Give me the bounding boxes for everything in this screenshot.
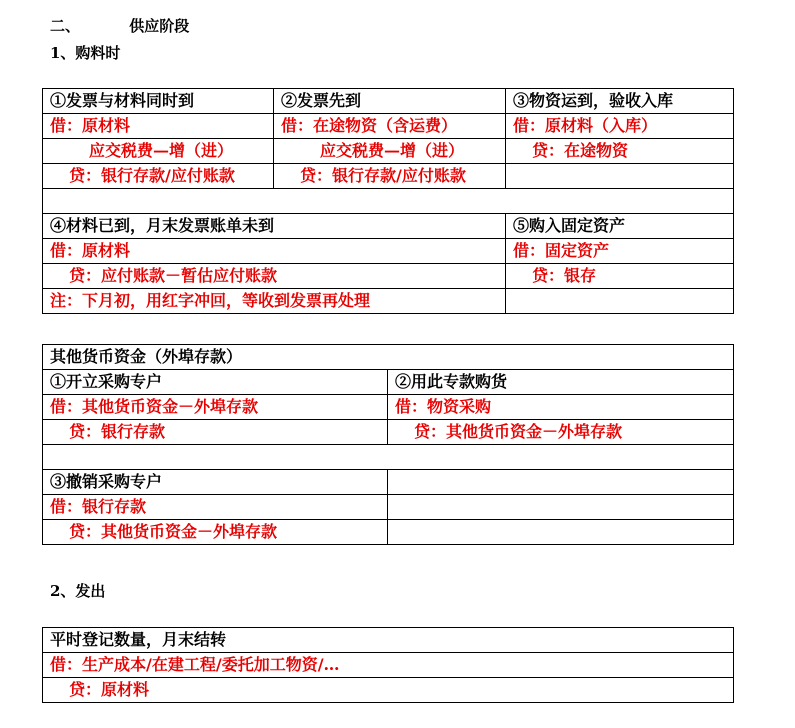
table-cell: ③物资运到，验收入库 [506,89,734,114]
table-cell [388,520,734,545]
table-cell: ②发票先到 [274,89,506,114]
table-row [43,345,734,370]
subsection-heading-issue: 2、发出 [50,582,106,600]
table-row [43,445,734,470]
table-cell: 注：下月初，用红字冲回，等收到发票再处理 [43,289,506,314]
table-cell: ④材料已到，月末发票账单未到 [43,214,506,239]
table-cell: 贷：银行存款/应付账款 [274,164,506,189]
table-cell: 贷：原材料 [43,678,734,703]
table-row [43,470,734,495]
table-row [43,139,734,164]
table-cell: 借：银行存款 [43,495,388,520]
table-row [43,678,734,703]
table-row [43,653,734,678]
table-row [43,628,734,653]
table-cell: ①开立采购专户 [43,370,388,395]
table-cell: 借：原材料 [43,114,274,139]
table-row [43,520,734,545]
table-cell: 应交税费—增（进） [274,139,506,164]
table-row [43,189,734,214]
table-row [43,89,734,114]
issue-entries-table [42,627,734,703]
table-cell: ⑤购入固定资产 [506,214,734,239]
table-cell: 借：生产成本/在建工程/委托加工物资/… [43,653,734,678]
table-cell: 贷：在途物资 [506,139,734,164]
subsection-heading-purchase: 1、购料时 [50,44,121,62]
table-cell: ③撤销采购专户 [43,470,388,495]
table-cell: 贷：其他货币资金－外埠存款 [43,520,388,545]
table-cell: ①发票与材料同时到 [43,89,274,114]
table-cell: 贷：应付账款－暂估应付账款 [43,264,506,289]
other-monetary-funds-table [42,344,734,545]
table-cell: 贷：银存 [506,264,734,289]
table-row [43,495,734,520]
table-cell: 贷：其他货币资金－外埠存款 [388,420,734,445]
table-row [43,214,734,239]
table-cell: 借：原材料 [43,239,506,264]
table-row [43,114,734,139]
table-row [43,370,734,395]
table-row [43,264,734,289]
table-cell: ②用此专款购货 [388,370,734,395]
table-cell: 贷：银行存款/应付账款 [43,164,274,189]
table-cell: 应交税费—增（进） [43,139,274,164]
purchase-entries-table [42,88,734,314]
table-row [43,395,734,420]
table-cell: 借：物资采购 [388,395,734,420]
table-cell: 借：固定资产 [506,239,734,264]
table-row [43,289,734,314]
table-cell-empty [43,189,734,214]
section-number: 二、 [50,17,81,35]
table-title: 平时登记数量，月末结转 [43,628,734,653]
table-title: 其他货币资金（外埠存款） [43,345,734,370]
table-cell: 借：在途物资（含运费） [274,114,506,139]
table-cell: 贷：银行存款 [43,420,388,445]
section-heading [50,15,189,36]
table-cell: 借：其他货币资金－外埠存款 [43,395,388,420]
section-title: 供应阶段 [129,17,190,35]
table-row [43,420,734,445]
table-cell: 借：原材料（入库） [506,114,734,139]
table-cell-empty [43,445,734,470]
table-cell [506,289,734,314]
table-cell [388,495,734,520]
table-cell [506,164,734,189]
table-row [43,239,734,264]
table-cell [388,470,734,495]
table-row [43,164,734,189]
